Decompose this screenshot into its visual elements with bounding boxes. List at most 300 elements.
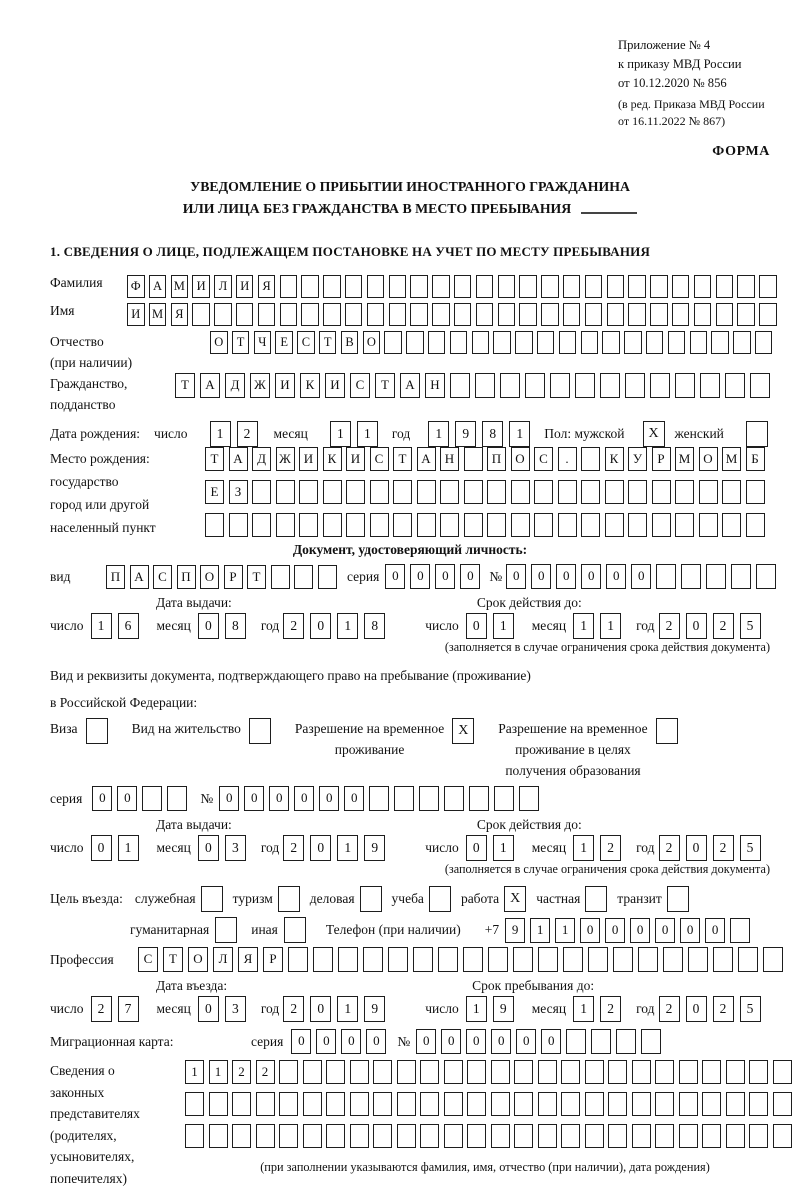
char-cell	[699, 513, 718, 537]
month-label: месяц	[531, 840, 567, 855]
char-cell: 1	[573, 835, 594, 861]
char-cell	[607, 303, 625, 326]
surname-row	[50, 275, 770, 298]
stay-until-header: Срок пребывания до:	[472, 978, 595, 993]
char-cell	[86, 718, 108, 744]
year-label: год	[260, 618, 280, 633]
char-cell	[607, 275, 625, 298]
char-cell: 0	[506, 564, 526, 589]
doc-valid-date	[425, 613, 766, 639]
char-cell: 0	[556, 564, 576, 589]
temp-residence-education-checkbox	[656, 718, 678, 744]
char-cell: С	[350, 373, 370, 398]
char-cell	[464, 480, 483, 504]
birth-place-label: Место рождения: государство город или другой населенный пункт	[50, 451, 156, 535]
char-cell: 0	[531, 564, 551, 589]
char-cell	[558, 513, 577, 537]
char-cell	[397, 1124, 416, 1148]
char-cell	[444, 1092, 463, 1116]
citizenship-label: Гражданство, подданство	[50, 376, 128, 412]
char-cell	[746, 421, 768, 447]
residence-valid-day-cells	[466, 835, 520, 861]
char-cell: 2	[237, 421, 258, 447]
char-cell: Н	[440, 447, 459, 471]
char-cell: 1	[357, 421, 378, 447]
char-cell: 0	[416, 1029, 436, 1054]
char-cell	[299, 480, 318, 504]
char-cell	[209, 1124, 228, 1148]
char-cell: А	[417, 447, 436, 471]
char-cell	[652, 480, 671, 504]
residence-doc-intro-line2: в Российской Федерации:	[50, 695, 198, 710]
char-cell: X	[452, 718, 474, 744]
name-label: Имя	[50, 303, 75, 318]
char-cell	[389, 275, 407, 298]
char-cell	[491, 1092, 510, 1116]
char-cell	[511, 513, 530, 537]
stay-day-cells	[466, 996, 520, 1022]
char-cell: 1	[573, 996, 594, 1022]
char-cell	[397, 1092, 416, 1116]
sex-male-label: Пол: мужской	[544, 426, 625, 441]
char-cell: Р	[263, 947, 283, 972]
char-cell	[284, 917, 306, 943]
char-cell	[675, 513, 694, 537]
appendix-line: от 10.12.2020 № 856	[618, 76, 727, 90]
year-label: год	[636, 840, 655, 855]
month-label: месяц	[273, 426, 308, 441]
char-cell: О	[363, 331, 381, 354]
char-cell: 0	[435, 564, 455, 589]
char-cell	[252, 480, 271, 504]
char-cell	[493, 331, 511, 354]
char-cell	[561, 1124, 580, 1148]
birth-date-row	[50, 421, 770, 447]
char-cell	[655, 1060, 674, 1084]
char-cell	[605, 513, 624, 537]
series-label: серия	[347, 568, 380, 584]
char-cell: В	[341, 331, 359, 354]
residence-valid-date	[425, 835, 766, 861]
doc-valid-day-cells	[466, 613, 520, 639]
char-cell	[688, 947, 708, 972]
char-cell	[232, 1092, 251, 1116]
char-cell	[192, 303, 210, 326]
identity-doc-heading: Документ, удостоверяющий личность:	[292, 542, 528, 557]
char-cell	[326, 1092, 345, 1116]
title-line-1: УВЕДОМЛЕНИЕ О ПРИБЫТИИ ИНОСТРАННОГО ГРАЖДАНИНА	[190, 179, 630, 194]
char-cell: 0	[294, 786, 314, 811]
birth-month-cells	[330, 421, 384, 447]
char-cell: 1	[509, 421, 530, 447]
phone-cells	[505, 918, 755, 943]
birth-place-cells-2	[205, 480, 769, 504]
char-cell	[326, 1060, 345, 1084]
char-cell: У	[628, 447, 647, 471]
char-cell	[279, 1092, 298, 1116]
char-cell	[534, 513, 553, 537]
char-cell	[756, 564, 776, 589]
char-cell: 0	[466, 835, 487, 861]
char-cell	[388, 947, 408, 972]
char-cell	[303, 1092, 322, 1116]
char-cell: 2	[713, 613, 734, 639]
char-cell	[491, 1124, 510, 1148]
char-cell	[706, 564, 726, 589]
char-cell	[588, 947, 608, 972]
char-cell	[256, 1092, 275, 1116]
char-cell: X	[504, 886, 526, 912]
representatives-cells-2	[185, 1092, 796, 1116]
residence-issue-day-cells	[91, 835, 145, 861]
char-cell: 1	[337, 613, 358, 639]
char-cell	[475, 373, 495, 398]
char-cell	[276, 513, 295, 537]
doc-kind-cells	[106, 565, 341, 589]
char-cell	[440, 513, 459, 537]
char-cell: А	[229, 447, 248, 471]
char-cell	[628, 513, 647, 537]
char-cell: 0	[198, 613, 219, 639]
char-cell	[450, 373, 470, 398]
char-cell	[487, 480, 506, 504]
char-cell	[550, 373, 570, 398]
birth-date-label: Дата рождения:	[50, 426, 141, 441]
representatives-note: (при заполнении указываются фамилия, имя, отчество (при наличии), дата рождения)	[260, 1160, 710, 1174]
char-cell: Т	[247, 565, 266, 589]
visa-option	[50, 718, 108, 744]
char-cell	[773, 1092, 792, 1116]
char-cell: X	[643, 421, 665, 447]
char-cell	[650, 373, 670, 398]
char-cell	[142, 786, 162, 811]
char-cell: 0	[541, 1029, 561, 1054]
doc-series-cells	[385, 564, 485, 589]
char-cell	[258, 303, 276, 326]
char-cell: 1	[493, 613, 514, 639]
day-label: число	[425, 840, 459, 855]
char-cell	[541, 275, 559, 298]
name-cells	[127, 303, 781, 326]
name-row	[50, 303, 770, 326]
char-cell: 3	[225, 835, 246, 861]
char-cell	[363, 947, 383, 972]
char-cell: С	[153, 565, 172, 589]
purpose-transit-label: транзит	[617, 891, 662, 906]
char-cell	[726, 1124, 745, 1148]
char-cell: Н	[425, 373, 445, 398]
char-cell: Т	[205, 447, 224, 471]
char-cell	[628, 480, 647, 504]
day-label: число	[50, 840, 84, 855]
char-cell: 1	[330, 421, 351, 447]
char-cell	[417, 480, 436, 504]
char-cell: Ж	[276, 447, 295, 471]
residence-permit-option	[132, 718, 271, 744]
residence-doc-series-row	[50, 786, 770, 811]
char-cell: 3	[225, 996, 246, 1022]
char-cell	[420, 1124, 439, 1148]
char-cell: .	[558, 447, 577, 471]
char-cell	[301, 275, 319, 298]
purpose-work-checkbox	[504, 886, 526, 912]
char-cell	[716, 303, 734, 326]
char-cell: 0	[606, 564, 626, 589]
char-cell	[628, 275, 646, 298]
char-cell	[215, 917, 237, 943]
profession-row	[50, 947, 770, 972]
char-cell: 2	[659, 835, 680, 861]
char-cell: 0	[686, 613, 707, 639]
char-cell	[726, 1060, 745, 1084]
year-label: год	[636, 1001, 655, 1016]
char-cell: 0	[319, 786, 339, 811]
char-cell: 1	[555, 918, 575, 943]
char-cell	[367, 303, 385, 326]
char-cell: 0	[219, 786, 239, 811]
form-label: ФОРМА	[712, 144, 770, 159]
char-cell	[369, 786, 389, 811]
char-cell	[301, 303, 319, 326]
char-cell	[313, 947, 333, 972]
month-label: месяц	[156, 840, 191, 855]
char-cell	[410, 275, 428, 298]
purpose-official-checkbox	[201, 886, 223, 912]
month-label: месяц	[156, 1001, 191, 1016]
day-label: число	[50, 618, 84, 633]
doc-issue-date	[50, 613, 391, 639]
char-cell	[318, 565, 337, 589]
char-cell	[679, 1092, 698, 1116]
surname-cells	[127, 275, 781, 298]
char-cell: 2	[659, 613, 680, 639]
char-cell	[730, 918, 750, 943]
char-cell: 5	[740, 835, 761, 861]
char-cell: 6	[118, 613, 139, 639]
char-cell	[232, 1124, 251, 1148]
char-cell	[591, 1029, 611, 1054]
char-cell: П	[177, 565, 196, 589]
char-cell	[561, 1092, 580, 1116]
char-cell	[201, 886, 223, 912]
char-cell	[558, 480, 577, 504]
char-cell: 8	[364, 613, 385, 639]
char-cell: 0	[655, 918, 675, 943]
char-cell: О	[511, 447, 530, 471]
char-cell	[498, 303, 516, 326]
stay-year-cells	[659, 996, 767, 1022]
purpose-business-checkbox	[360, 886, 382, 912]
char-cell	[429, 886, 451, 912]
char-cell	[519, 275, 537, 298]
char-cell	[303, 1060, 322, 1084]
birth-place-cells-3	[205, 513, 769, 537]
char-cell	[467, 1124, 486, 1148]
month-label: месяц	[531, 618, 567, 633]
char-cell: Я	[171, 303, 189, 326]
number-label: №	[489, 568, 503, 584]
char-cell	[737, 303, 755, 326]
valid-until-header: Срок действия до:	[476, 595, 582, 610]
restriction-note: (заполняется в случае ограничения срока действия документа)	[444, 862, 770, 876]
char-cell	[419, 786, 439, 811]
char-cell: П	[487, 447, 506, 471]
char-cell	[444, 1124, 463, 1148]
char-cell: 1	[573, 613, 594, 639]
char-cell: 0	[686, 835, 707, 861]
char-cell	[519, 786, 539, 811]
char-cell	[632, 1092, 651, 1116]
char-cell	[656, 564, 676, 589]
char-cell: 1	[493, 835, 514, 861]
char-cell: 0	[269, 786, 289, 811]
year-label: год	[391, 426, 411, 441]
phone-label: Телефон (при наличии)	[325, 922, 461, 937]
char-cell	[581, 513, 600, 537]
char-cell	[444, 786, 464, 811]
char-cell	[323, 275, 341, 298]
char-cell	[538, 947, 558, 972]
char-cell: 0	[441, 1029, 461, 1054]
char-cell	[563, 303, 581, 326]
char-cell	[773, 1124, 792, 1148]
char-cell: 1	[118, 835, 139, 861]
purpose-private-label: частная	[536, 891, 581, 906]
char-cell	[713, 947, 733, 972]
char-cell: М	[149, 303, 167, 326]
char-cell	[432, 275, 450, 298]
char-cell: Т	[375, 373, 395, 398]
char-cell: 0	[466, 1029, 486, 1054]
char-cell: 1	[600, 613, 621, 639]
char-cell: И	[127, 303, 145, 326]
char-cell	[616, 1029, 636, 1054]
migration-series-cells	[291, 1029, 391, 1054]
char-cell: 2	[659, 996, 680, 1022]
char-cell	[585, 1124, 604, 1148]
char-cell	[185, 1124, 204, 1148]
doc-number-cells	[506, 564, 781, 589]
char-cell	[625, 373, 645, 398]
char-cell	[393, 480, 412, 504]
doc-issue-year-cells	[283, 613, 391, 639]
char-cell: 8	[225, 613, 246, 639]
char-cell	[655, 1124, 674, 1148]
char-cell	[450, 331, 468, 354]
char-cell: 0	[92, 786, 112, 811]
purpose-study-label: учеба	[391, 891, 424, 906]
char-cell	[373, 1092, 392, 1116]
char-cell: И	[299, 447, 318, 471]
purpose-transit-checkbox	[667, 886, 689, 912]
char-cell: 2	[232, 1060, 251, 1084]
char-cell	[650, 275, 668, 298]
char-cell: 2	[600, 996, 621, 1022]
char-cell	[494, 786, 514, 811]
edition-block	[618, 96, 770, 130]
char-cell: 0	[91, 835, 112, 861]
title-line-2: ИЛИ ЛИЦА БЕЗ ГРАЖДАНСТВА В МЕСТО ПРЕБЫВАНИЯ	[50, 198, 770, 220]
char-cell	[515, 331, 533, 354]
visa-checkbox	[86, 718, 108, 744]
residence-dates-row	[50, 835, 770, 861]
char-cell: Ч	[254, 331, 272, 354]
char-cell	[514, 1092, 533, 1116]
residence-permit-checkbox	[249, 718, 271, 744]
char-cell	[278, 886, 300, 912]
char-cell	[326, 1124, 345, 1148]
char-cell	[303, 1124, 322, 1148]
valid-until-header: Срок действия до:	[476, 817, 582, 832]
char-cell	[346, 513, 365, 537]
char-cell	[236, 303, 254, 326]
char-cell	[749, 1124, 768, 1148]
residence-doc-intro	[50, 662, 770, 716]
char-cell: 0	[581, 564, 601, 589]
char-cell: 0	[198, 996, 219, 1022]
char-cell	[538, 1124, 557, 1148]
citizenship-row	[50, 373, 770, 415]
char-cell	[514, 1060, 533, 1084]
char-cell	[280, 303, 298, 326]
char-cell	[650, 303, 668, 326]
char-cell: 2	[283, 613, 304, 639]
char-cell	[608, 1092, 627, 1116]
char-cell: 1	[530, 918, 550, 943]
purpose-study-checkbox	[429, 886, 451, 912]
temp-residence-option	[295, 718, 474, 760]
char-cell	[652, 513, 671, 537]
number-label: №	[397, 1033, 411, 1049]
profession-cells	[138, 947, 788, 972]
char-cell	[370, 480, 389, 504]
char-cell	[346, 480, 365, 504]
migration-card-label: Миграционная карта:	[50, 1033, 174, 1049]
char-cell	[519, 303, 537, 326]
char-cell: 0	[341, 1029, 361, 1054]
char-cell: М	[722, 447, 741, 471]
char-cell: Д	[252, 447, 271, 471]
char-cell	[538, 1092, 557, 1116]
char-cell	[384, 331, 402, 354]
char-cell	[469, 786, 489, 811]
char-cell	[566, 1029, 586, 1054]
birth-day-cells	[210, 421, 264, 447]
blank-underline	[581, 212, 637, 214]
purpose-other-label: иная	[251, 922, 278, 937]
char-cell	[367, 275, 385, 298]
char-cell	[323, 303, 341, 326]
char-cell: М	[675, 447, 694, 471]
char-cell	[679, 1124, 698, 1148]
char-cell: 2	[713, 835, 734, 861]
char-cell: С	[534, 447, 553, 471]
doc-issue-day-cells	[91, 613, 145, 639]
char-cell	[454, 275, 472, 298]
year-label: год	[636, 618, 655, 633]
char-cell: С	[138, 947, 158, 972]
char-cell: О	[188, 947, 208, 972]
char-cell	[632, 1060, 651, 1084]
char-cell	[755, 331, 773, 354]
surname-label: Фамилия	[50, 275, 103, 290]
char-cell	[679, 1060, 698, 1084]
char-cell: 0	[686, 996, 707, 1022]
char-cell	[702, 1092, 721, 1116]
char-cell: Я	[238, 947, 258, 972]
char-cell	[702, 1060, 721, 1084]
char-cell: 2	[256, 1060, 275, 1084]
